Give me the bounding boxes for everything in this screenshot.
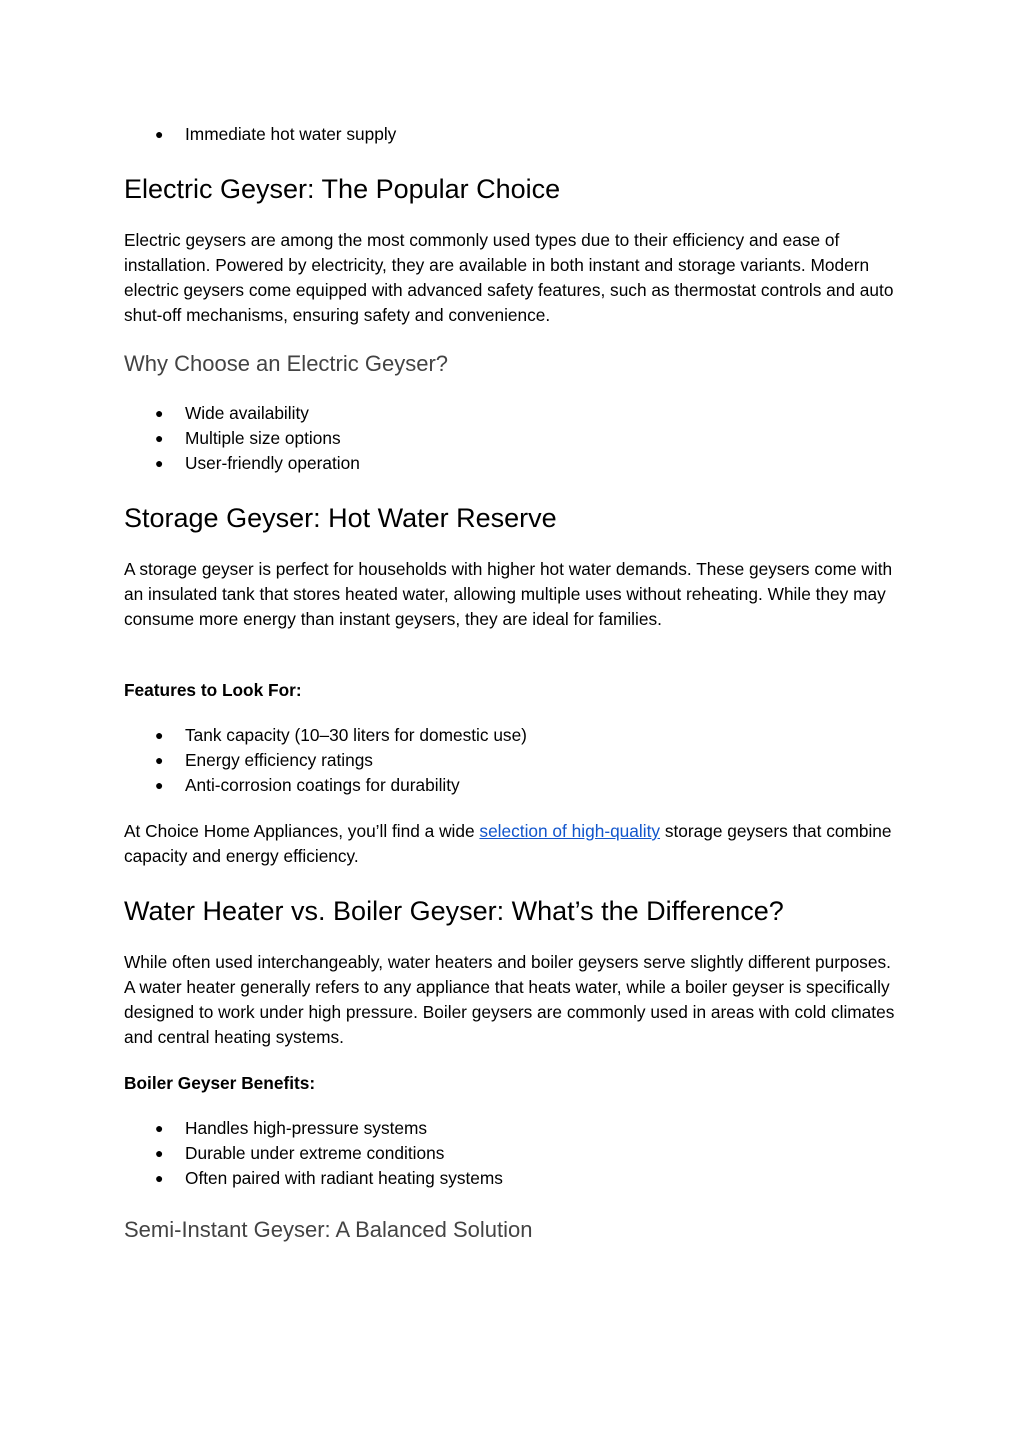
boiler-benefits-list bbox=[124, 1116, 503, 1191]
electric-geyser-paragraph: Electric geysers are among the most commonly used types due to their efficiency and ease of installation. Powered by electricity, they are available in both instant and storage variants. Modern electric geysers come equipped with advanced safety features, such as thermostat controls and auto shut-off mechanisms, ensuring safety and convenience. bbox=[124, 230, 894, 325]
bullet-icon: ● bbox=[155, 1170, 164, 1186]
storage-geyser-heading: Storage Geyser: Hot Water Reserve bbox=[124, 503, 557, 533]
list-item: ● Tank capacity (10–30 liters for domestic use) bbox=[124, 723, 527, 748]
list-item: ● Often paired with radiant heating systems bbox=[124, 1166, 503, 1191]
selection-link[interactable]: selection of high-quality bbox=[479, 821, 661, 841]
list-item: ● User-friendly operation bbox=[124, 451, 360, 476]
bullet-icon: ● bbox=[155, 727, 164, 743]
list-item: ● Energy efficiency ratings bbox=[124, 748, 527, 773]
boiler-geyser-paragraph: While often used interchangeably, water heaters and boiler geysers serve slightly different purposes. A water heater generally refers to any appliance that heats water, while a boiler geyser is specifically designed to work under high pressure. Boiler geysers are commonly used in areas with cold climates and central heating systems. bbox=[124, 952, 895, 1047]
storage-features-list bbox=[124, 723, 527, 798]
electric-geyser-heading: Electric Geyser: The Popular Choice bbox=[124, 174, 561, 204]
bullet-icon: ● bbox=[155, 405, 164, 421]
boiler-benefits-label: Boiler Geyser Benefits: bbox=[124, 1073, 316, 1093]
why-electric-subheading: Why Choose an Electric Geyser? bbox=[124, 351, 449, 376]
bullet-icon: ● bbox=[155, 430, 164, 446]
top-bullet-list bbox=[124, 122, 396, 147]
list-item: ● Multiple size options bbox=[124, 426, 360, 451]
list-item: ● Wide availability bbox=[124, 401, 360, 426]
bullet-icon: ● bbox=[155, 752, 164, 768]
list-item: ● Anti-corrosion coatings for durability bbox=[124, 773, 527, 798]
boiler-geyser-heading: Water Heater vs. Boiler Geyser: What’s the Difference? bbox=[124, 896, 784, 926]
list-item: ● Immediate hot water supply bbox=[124, 122, 396, 147]
choice-paragraph: At Choice Home Appliances, you’ll find a wide selection of high-quality storage geysers that combine capacity and energy efficiency. bbox=[124, 821, 892, 866]
semi-instant-heading: Semi-Instant Geyser: A Balanced Solution bbox=[124, 1217, 533, 1242]
bullet-icon: ● bbox=[155, 126, 164, 142]
bullet-icon: ● bbox=[155, 455, 164, 471]
bullet-icon: ● bbox=[155, 1120, 164, 1136]
bullet-icon: ● bbox=[155, 777, 164, 793]
list-item: ● Durable under extreme conditions bbox=[124, 1141, 503, 1166]
electric-benefits-list bbox=[124, 401, 360, 476]
storage-geyser-paragraph: A storage geyser is perfect for households with higher hot water demands. These geysers come with an insulated tank that stores heated water, allowing multiple uses without reheating. While they may consume more energy than instant geysers, they are ideal for families. bbox=[124, 559, 893, 629]
features-label: Features to Look For: bbox=[124, 680, 302, 700]
list-item: ● Handles high-pressure systems bbox=[124, 1116, 503, 1141]
bullet-icon: ● bbox=[155, 1145, 164, 1161]
